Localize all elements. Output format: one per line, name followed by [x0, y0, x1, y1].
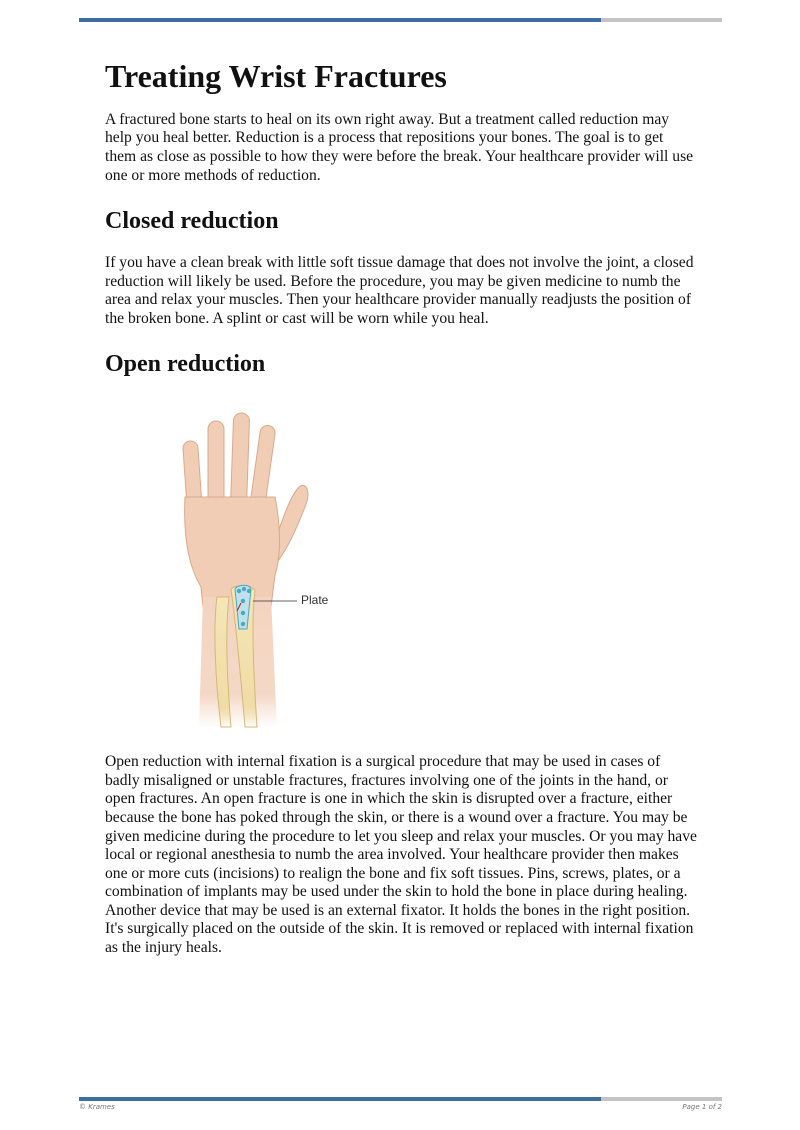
open-reduction-paragraph: Open reduction with internal fixation is a surgical procedure that may be used in cases of badly misaligned or unstable fractures, fractures involving one of the joints in the hand, or open fractures. An open fracture is one in which the skin is disrupted over a fracture, either because the bone has poked through the skin, or there is a wound over a fracture. You may be given medicine during the procedure to let you sleep and relax your muscles. Or you may have local or regional anesthesia to numb the area involved. Your healthcare provider then makes one or more cuts (incisions) to realign the bone and fix soft tissues. Pins, screws, plates, or a combination of implants may be used under the skin to hold the bone in place during healing. Another device that may be used is an external fixator. It holds the bones in the right position. It's surgically placed on the outside of the skin. It is removed or replaced with internal fixation as the injury heals. — [105, 753, 697, 957]
plate-label: Plate — [301, 593, 329, 608]
footer-bar-rest — [601, 1097, 722, 1101]
header-bar-rest — [601, 18, 722, 22]
header-bar-accent — [79, 18, 601, 22]
closed-reduction-paragraph: If you have a clean break with little soft tissue damage that does not involve the joint, a closed reduction will likely be used. Before the procedure, you may be given medicine to numb the area and relax your muscles. Then your healthcare provider manually readjusts the position of the broken bone. A splint or cast will be worn while you heal. — [105, 253, 694, 327]
bottom-footer-bar — [79, 1097, 722, 1101]
wrist-plate-illustration — [105, 397, 697, 737]
open-reduction-heading: Open reduction — [105, 351, 266, 378]
top-header-bar — [79, 18, 722, 22]
document-content — [105, 52, 697, 958]
footer-bar-accent — [79, 1097, 601, 1101]
intro-paragraph: A fractured bone starts to heal on its own right away. But a treatment called reduction may help you heal better. Reduction is a process that repositions your bones. The goal is to get them as close as possible to how they were before the break. Your healthcare provider will use one or more methods of reduction. — [105, 110, 694, 184]
hand-and-forearm-drawing — [105, 397, 697, 737]
copyright-text: © Krames — [79, 1103, 115, 1111]
closed-reduction-heading: Closed reduction — [105, 208, 279, 235]
page-title: Treating Wrist Fractures — [105, 58, 447, 94]
page-number: Page 1 of 2 — [682, 1103, 722, 1111]
